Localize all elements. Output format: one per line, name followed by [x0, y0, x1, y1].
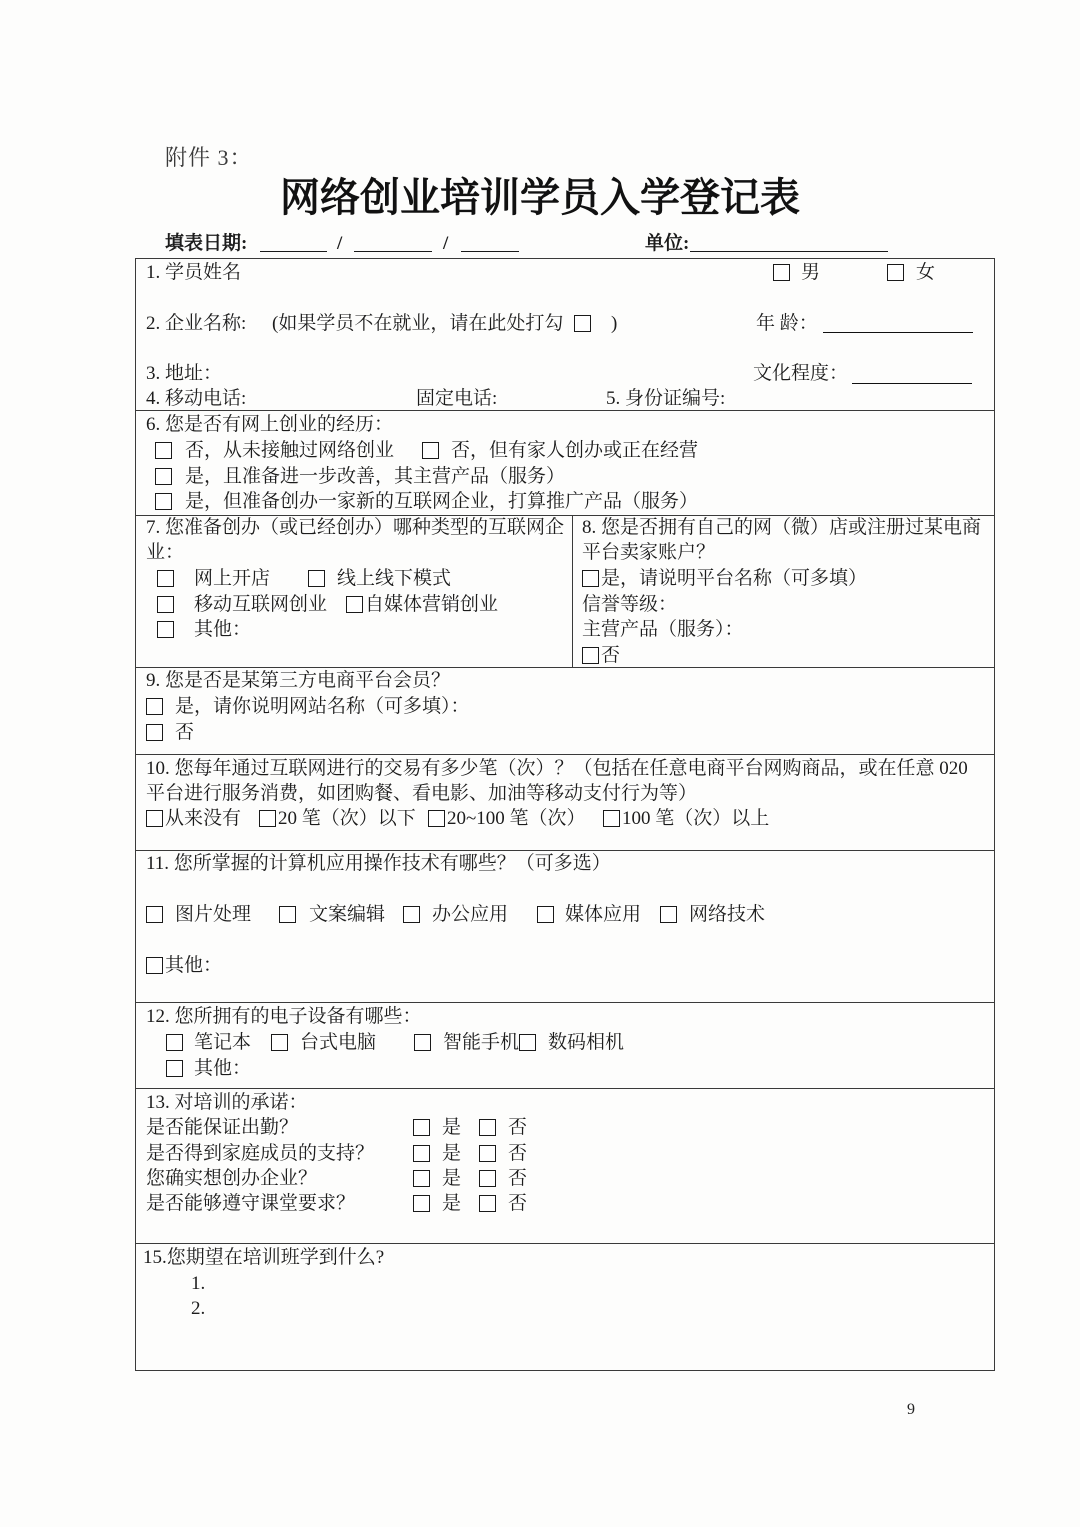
q13-attendance-label: 是否能保证出勤？: [146, 1117, 299, 1138]
date-label: 填表日期:: [165, 233, 248, 254]
q6-option-4-label: 是，但准备创办一家新的互联网企业，打算推广产品（服务）: [185, 491, 699, 512]
q6-option-2-checkbox[interactable]: [422, 442, 439, 459]
q10-question-line-1: 10. 您每年通过互联网进行的交易有多少笔（次）？（包括在任意电商平台网购商品，或在任意 020: [146, 758, 968, 779]
q8-no-checkbox[interactable]: [582, 647, 599, 664]
q12-smartphone-checkbox[interactable]: [414, 1034, 431, 1051]
q13-no-label: 否: [508, 1193, 528, 1214]
q11-network-label: 网络技术: [689, 904, 766, 925]
q12-smartphone-label: 智能手机: [443, 1032, 520, 1053]
q13-attendance-no-checkbox[interactable]: [479, 1119, 496, 1136]
date-separator: /: [337, 233, 343, 254]
q6-option-3-label: 是，且准备进一步改善，其主营产品（服务）: [185, 466, 566, 487]
address-label: 3. 地址：: [146, 363, 223, 384]
section-q11: [135, 850, 995, 1003]
q13-classroom-rules-yes-checkbox[interactable]: [413, 1195, 430, 1212]
q8-question-line-2: 平台卖家账户？: [582, 542, 716, 563]
q10-question-line-2: 平台进行服务消费，如团购餐、看电影、加油等移动支付行为等）: [146, 783, 698, 804]
q12-desktop-checkbox[interactable]: [271, 1034, 288, 1051]
q10-over-100-checkbox[interactable]: [603, 810, 620, 827]
q15-question: 15.您期望在培训班学到什么?: [143, 1247, 385, 1268]
unemployed-note-end: ): [611, 313, 618, 334]
q11-office-label: 办公应用: [432, 904, 509, 925]
q11-office-checkbox[interactable]: [403, 906, 420, 923]
q13-family-support-no-checkbox[interactable]: [479, 1145, 496, 1162]
q9-no-checkbox[interactable]: [146, 724, 163, 741]
column-divider: [572, 516, 573, 667]
q11-image-processing-checkbox[interactable]: [146, 906, 163, 923]
age-field[interactable]: [823, 312, 973, 333]
q13-classroom-rules-no-checkbox[interactable]: [479, 1195, 496, 1212]
q6-option-3-checkbox[interactable]: [155, 468, 172, 485]
section-basic-info: [135, 258, 995, 411]
q7-o2o-checkbox[interactable]: [308, 570, 325, 587]
q10-over-100-label: 100 笔（次）以上: [622, 808, 770, 829]
q9-yes-checkbox[interactable]: [146, 698, 163, 715]
q9-question: 9. 您是否是某第三方电商平台会员？: [146, 670, 451, 691]
mobile-phone-label: 4. 移动电话:: [146, 388, 247, 409]
q8-credit-label: 信誉等级：: [582, 594, 678, 615]
q6-question: 6. 您是否有网上创业的经历：: [146, 414, 394, 435]
section-q13: [135, 1088, 995, 1244]
q7-question-line-1: 7. 您准备创办（或已经创办）哪种类型的互联网企: [146, 517, 565, 538]
attachment-label: 附件 3：: [165, 145, 253, 170]
section-q12: [135, 1002, 995, 1089]
q12-question: 12. 您所拥有的电子设备有哪些：: [146, 1006, 422, 1027]
q11-media-checkbox[interactable]: [537, 906, 554, 923]
q10-never-checkbox[interactable]: [146, 810, 163, 827]
page-number: 9: [907, 1401, 915, 1418]
q13-question: 13. 对培训的承诺：: [146, 1092, 308, 1113]
q12-camera-checkbox[interactable]: [519, 1034, 536, 1051]
q13-family-support-yes-checkbox[interactable]: [413, 1145, 430, 1162]
q13-yes-label: 是: [442, 1193, 462, 1214]
q7-question-line-2: 业：: [146, 542, 185, 563]
q13-family-support-label: 是否得到家庭成员的支持？: [146, 1143, 375, 1164]
q8-yes-label: 是，请说明平台名称（可多填）: [601, 568, 868, 589]
q10-20-100-checkbox[interactable]: [428, 810, 445, 827]
age-label: 年 龄：: [756, 313, 818, 334]
q7-mobile-internet-checkbox[interactable]: [157, 596, 174, 613]
q8-no-label: 否: [601, 645, 621, 666]
gender-male-checkbox[interactable]: [773, 264, 790, 281]
q10-under-20-checkbox[interactable]: [259, 810, 276, 827]
q7-self-media-label: 自媒体营销创业: [365, 594, 499, 615]
q6-option-2-label: 否，但有家人创办或正在经营: [451, 440, 699, 461]
q11-other-checkbox[interactable]: [146, 957, 163, 974]
q15-item-2: 2.: [191, 1298, 206, 1319]
education-label: 文化程度：: [753, 363, 849, 384]
q11-image-processing-label: 图片处理: [175, 904, 252, 925]
q15-item-1: 1.: [191, 1273, 206, 1294]
section-q6: [135, 410, 995, 516]
q13-start-business-yes-checkbox[interactable]: [413, 1170, 430, 1187]
q13-start-business-label: 您确实想创办企业？: [146, 1168, 318, 1189]
q8-yes-checkbox[interactable]: [582, 570, 599, 587]
education-field[interactable]: [852, 363, 972, 384]
company-name-label: 2. 企业名称:: [146, 313, 247, 334]
gender-female-label: 女: [916, 262, 936, 283]
q7-other-checkbox[interactable]: [157, 621, 174, 638]
q12-camera-label: 数码相机: [548, 1032, 625, 1053]
date-separator: /: [443, 233, 449, 254]
unemployed-note: (如果学员不在就业，请在此处打勾: [272, 313, 564, 334]
q6-option-1-checkbox[interactable]: [155, 442, 172, 459]
q9-no-label: 否: [175, 722, 195, 743]
q11-question: 11. 您所掌握的计算机应用操作技术有哪些？（可多选）: [146, 853, 611, 874]
q13-classroom-rules-label: 是否能够遵守课堂要求？: [146, 1193, 356, 1214]
id-number-label: 5. 身份证编号:: [606, 388, 726, 409]
q13-attendance-yes-checkbox[interactable]: [413, 1119, 430, 1136]
q13-no-label: 否: [508, 1143, 528, 1164]
section-q7-q8: [135, 515, 995, 668]
q7-o2o-label: 线上线下模式: [337, 568, 452, 589]
section-q10: [135, 754, 995, 851]
q11-copywriting-checkbox[interactable]: [279, 906, 296, 923]
unemployed-checkbox[interactable]: [574, 315, 591, 332]
q11-network-checkbox[interactable]: [660, 906, 677, 923]
q10-20-100-label: 20~100 笔（次）: [447, 808, 586, 829]
gender-male-label: 男: [801, 262, 821, 283]
q13-yes-label: 是: [442, 1168, 462, 1189]
q13-yes-label: 是: [442, 1143, 462, 1164]
date-field-1[interactable]: [260, 231, 327, 252]
q12-desktop-label: 台式电脑: [300, 1032, 377, 1053]
q12-other-checkbox[interactable]: [166, 1060, 183, 1077]
q12-laptop-label: 笔记本: [194, 1032, 252, 1053]
q11-other-label: 其他：: [165, 955, 223, 976]
landline-phone-label: 固定电话:: [416, 388, 498, 409]
q13-no-label: 否: [508, 1168, 528, 1189]
q6-option-4-checkbox[interactable]: [155, 493, 172, 510]
q7-self-media-checkbox[interactable]: [346, 596, 363, 613]
q12-other-label: 其他：: [194, 1058, 252, 1079]
q6-option-1-label: 否，从未接触过网络创业: [185, 440, 395, 461]
q7-online-store-label: 网上开店: [194, 568, 271, 589]
q13-no-label: 否: [508, 1117, 528, 1138]
q8-product-label: 主营产品（服务）：: [582, 619, 744, 640]
date-field-3[interactable]: [461, 231, 519, 252]
q7-other-label: 其他：: [194, 619, 252, 640]
gender-female-checkbox[interactable]: [887, 264, 904, 281]
unit-label: 单位:: [645, 233, 690, 254]
q11-copywriting-label: 文案编辑: [309, 904, 386, 925]
date-field-2[interactable]: [354, 231, 432, 252]
q8-question-line-1: 8. 您是否拥有自己的网（微）店或注册过某电商: [582, 517, 982, 538]
q12-laptop-checkbox[interactable]: [166, 1034, 183, 1051]
q11-media-label: 媒体应用: [565, 904, 642, 925]
q10-under-20-label: 20 笔（次）以下: [278, 808, 416, 829]
q13-start-business-no-checkbox[interactable]: [479, 1170, 496, 1187]
section-q15: [135, 1243, 995, 1371]
q10-never-label: 从来没有: [165, 808, 242, 829]
unit-field[interactable]: [690, 231, 888, 252]
q7-mobile-internet-label: 移动互联网创业: [194, 594, 328, 615]
page-title: 网络创业培训学员入学登记表: [280, 175, 800, 221]
section-q9: [135, 667, 995, 755]
q13-yes-label: 是: [442, 1117, 462, 1138]
student-name-label: 1. 学员姓名: [146, 262, 242, 283]
q9-yes-label: 是，请你说明网站名称（可多填）：: [175, 696, 470, 717]
q7-online-store-checkbox[interactable]: [157, 570, 174, 587]
